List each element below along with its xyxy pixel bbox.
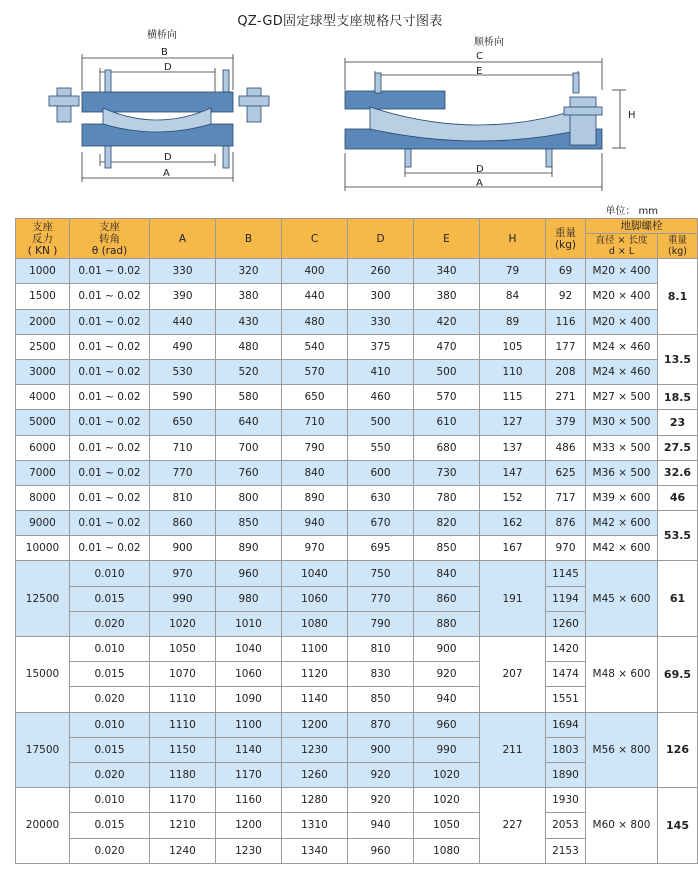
rotation-cell: 0.01 ~ 0.02	[70, 385, 150, 410]
c-cell: 710	[282, 410, 348, 435]
bolt-weight-cell: 53.5	[658, 511, 698, 561]
bolt-size-cell: M42 × 600	[586, 511, 658, 536]
bolt-weight-cell: 32.6	[658, 460, 698, 485]
b-cell: 800	[216, 485, 282, 510]
table-row	[16, 637, 698, 662]
c-cell: 400	[282, 259, 348, 284]
rotation-cell: 0.010	[70, 788, 150, 813]
c-cell: 540	[282, 334, 348, 359]
reaction-cell: 2000	[16, 309, 70, 334]
page-title: QZ-GD固定球型支座规格尺寸图表	[237, 14, 443, 29]
e-cell: 730	[414, 460, 480, 485]
h-cell: 211	[480, 712, 546, 788]
d-cell: 850	[348, 687, 414, 712]
a-cell: 1050	[150, 637, 216, 662]
a-cell: 650	[150, 410, 216, 435]
table-row	[16, 309, 698, 334]
d-cell: 460	[348, 385, 414, 410]
bolt-weight-cell: 13.5	[658, 334, 698, 384]
b-cell: 760	[216, 460, 282, 485]
dim-label-d-top: D	[164, 62, 172, 73]
weight-cell: 1260	[546, 611, 586, 636]
rotation-cell: 0.020	[70, 838, 150, 863]
h-cell: 110	[480, 359, 546, 384]
rotation-cell: 0.01 ~ 0.02	[70, 460, 150, 485]
table-row	[16, 712, 698, 737]
weight-cell: 92	[546, 284, 586, 309]
weight-cell: 970	[546, 536, 586, 561]
c-cell: 1120	[282, 662, 348, 687]
header-h: H	[480, 219, 546, 259]
e-cell: 850	[414, 536, 480, 561]
rotation-cell: 0.01 ~ 0.02	[70, 309, 150, 334]
table-row	[16, 385, 698, 410]
d-cell: 300	[348, 284, 414, 309]
e-cell: 680	[414, 435, 480, 460]
b-cell: 1090	[216, 687, 282, 712]
dim-label-a-right: A	[476, 178, 483, 189]
bolt-weight-cell: 8.1	[658, 259, 698, 335]
h-cell: 147	[480, 460, 546, 485]
dim-label-h: H	[628, 110, 636, 121]
e-cell: 780	[414, 485, 480, 510]
d-cell: 960	[348, 838, 414, 863]
bolt-size-cell: M36 × 500	[586, 460, 658, 485]
bolt-weight-cell: 46	[658, 485, 698, 510]
rotation-cell: 0.01 ~ 0.02	[70, 284, 150, 309]
a-cell: 440	[150, 309, 216, 334]
c-cell: 1040	[282, 561, 348, 586]
h-cell: 152	[480, 485, 546, 510]
reaction-cell: 3000	[16, 359, 70, 384]
d-cell: 695	[348, 536, 414, 561]
b-cell: 980	[216, 586, 282, 611]
rotation-cell: 0.01 ~ 0.02	[70, 511, 150, 536]
reaction-cell: 8000	[16, 485, 70, 510]
c-cell: 440	[282, 284, 348, 309]
c-cell: 1340	[282, 838, 348, 863]
dim-label-b: B	[161, 47, 168, 58]
a-cell: 900	[150, 536, 216, 561]
e-cell: 1080	[414, 838, 480, 863]
e-cell: 1020	[414, 788, 480, 813]
b-cell: 1200	[216, 813, 282, 838]
c-cell: 570	[282, 359, 348, 384]
dim-label-d-bottom: D	[164, 152, 172, 163]
b-cell: 1160	[216, 788, 282, 813]
d-cell: 750	[348, 561, 414, 586]
h-cell: 79	[480, 259, 546, 284]
reaction-cell: 15000	[16, 637, 70, 713]
a-cell: 1170	[150, 788, 216, 813]
a-cell: 1240	[150, 838, 216, 863]
c-cell: 970	[282, 536, 348, 561]
header-bolt-weight: 重量 (kg)	[658, 234, 698, 259]
b-cell: 700	[216, 435, 282, 460]
weight-cell: 116	[546, 309, 586, 334]
bolt-size-cell: M27 × 500	[586, 385, 658, 410]
longitudinal-drawing	[330, 45, 650, 195]
h-cell: 89	[480, 309, 546, 334]
d-cell: 375	[348, 334, 414, 359]
c-cell: 1310	[282, 813, 348, 838]
header-rotation: 支座 转角 θ (rad)	[70, 219, 150, 259]
b-cell: 320	[216, 259, 282, 284]
h-cell: 167	[480, 536, 546, 561]
e-cell: 860	[414, 586, 480, 611]
reaction-cell: 10000	[16, 536, 70, 561]
reaction-cell: 12500	[16, 561, 70, 637]
b-cell: 640	[216, 410, 282, 435]
d-cell: 830	[348, 662, 414, 687]
dim-label-d-right: D	[476, 164, 484, 175]
rotation-cell: 0.020	[70, 762, 150, 787]
reaction-cell: 20000	[16, 788, 70, 864]
table-row	[16, 511, 698, 536]
weight-cell: 379	[546, 410, 586, 435]
table-row	[16, 788, 698, 813]
dim-label-c: C	[476, 51, 483, 62]
c-cell: 890	[282, 485, 348, 510]
d-cell: 900	[348, 737, 414, 762]
e-cell: 880	[414, 611, 480, 636]
dim-label-e: E	[476, 66, 483, 77]
dim-label-a: A	[163, 168, 170, 179]
bolt-weight-cell: 18.5	[658, 385, 698, 410]
a-cell: 1210	[150, 813, 216, 838]
e-cell: 1020	[414, 762, 480, 787]
weight-cell: 2153	[546, 838, 586, 863]
reaction-cell: 9000	[16, 511, 70, 536]
c-cell: 940	[282, 511, 348, 536]
rotation-cell: 0.015	[70, 737, 150, 762]
c-cell: 840	[282, 460, 348, 485]
e-cell: 900	[414, 637, 480, 662]
e-cell: 570	[414, 385, 480, 410]
weight-cell: 208	[546, 359, 586, 384]
bolt-size-cell: M48 × 600	[586, 637, 658, 713]
weight-cell: 1803	[546, 737, 586, 762]
a-cell: 1150	[150, 737, 216, 762]
bolt-size-cell: M56 × 800	[586, 712, 658, 788]
e-cell: 340	[414, 259, 480, 284]
reaction-cell: 1000	[16, 259, 70, 284]
rotation-cell: 0.01 ~ 0.02	[70, 259, 150, 284]
c-cell: 650	[282, 385, 348, 410]
table-row	[16, 359, 698, 384]
b-cell: 1100	[216, 712, 282, 737]
h-cell: 84	[480, 284, 546, 309]
header-d: D	[348, 219, 414, 259]
weight-cell: 1474	[546, 662, 586, 687]
a-cell: 1020	[150, 611, 216, 636]
rotation-cell: 0.01 ~ 0.02	[70, 485, 150, 510]
c-cell: 1080	[282, 611, 348, 636]
rotation-cell: 0.01 ~ 0.02	[70, 410, 150, 435]
e-cell: 840	[414, 561, 480, 586]
header-e: E	[414, 219, 480, 259]
weight-cell: 271	[546, 385, 586, 410]
c-cell: 1260	[282, 762, 348, 787]
rotation-cell: 0.010	[70, 637, 150, 662]
c-cell: 1230	[282, 737, 348, 762]
rotation-cell: 0.01 ~ 0.02	[70, 435, 150, 460]
b-cell: 1140	[216, 737, 282, 762]
d-cell: 870	[348, 712, 414, 737]
b-cell: 1230	[216, 838, 282, 863]
weight-cell: 1145	[546, 561, 586, 586]
bolt-size-cell: M60 × 800	[586, 788, 658, 864]
weight-cell: 1551	[546, 687, 586, 712]
d-cell: 630	[348, 485, 414, 510]
e-cell: 470	[414, 334, 480, 359]
b-cell: 850	[216, 511, 282, 536]
table-row	[16, 485, 698, 510]
a-cell: 490	[150, 334, 216, 359]
rotation-cell: 0.015	[70, 813, 150, 838]
a-cell: 810	[150, 485, 216, 510]
bolt-size-cell: M42 × 600	[586, 536, 658, 561]
h-cell: 105	[480, 334, 546, 359]
rotation-cell: 0.015	[70, 662, 150, 687]
bolt-size-cell: M39 × 600	[586, 485, 658, 510]
table-row	[16, 410, 698, 435]
c-cell: 1280	[282, 788, 348, 813]
weight-cell: 1930	[546, 788, 586, 813]
c-cell: 1060	[282, 586, 348, 611]
e-cell: 500	[414, 359, 480, 384]
b-cell: 380	[216, 284, 282, 309]
weight-cell: 177	[546, 334, 586, 359]
header-b: B	[216, 219, 282, 259]
bolt-weight-cell: 61	[658, 561, 698, 637]
header-c: C	[282, 219, 348, 259]
h-cell: 137	[480, 435, 546, 460]
reaction-cell: 17500	[16, 712, 70, 788]
e-cell: 1050	[414, 813, 480, 838]
table-row	[16, 561, 698, 586]
reaction-cell: 5000	[16, 410, 70, 435]
rotation-cell: 0.01 ~ 0.02	[70, 334, 150, 359]
bolt-weight-cell: 126	[658, 712, 698, 788]
rotation-cell: 0.020	[70, 611, 150, 636]
c-cell: 1100	[282, 637, 348, 662]
d-cell: 260	[348, 259, 414, 284]
weight-cell: 1694	[546, 712, 586, 737]
b-cell: 580	[216, 385, 282, 410]
bolt-size-cell: M24 × 460	[586, 334, 658, 359]
table-row	[16, 284, 698, 309]
transverse-label: 横桥向	[147, 30, 177, 41]
a-cell: 590	[150, 385, 216, 410]
e-cell: 380	[414, 284, 480, 309]
h-cell: 227	[480, 788, 546, 864]
weight-cell: 876	[546, 511, 586, 536]
h-cell: 162	[480, 511, 546, 536]
longitudinal-label: 顺桥向	[474, 37, 504, 48]
bolt-weight-cell: 69.5	[658, 637, 698, 713]
b-cell: 1170	[216, 762, 282, 787]
d-cell: 410	[348, 359, 414, 384]
b-cell: 480	[216, 334, 282, 359]
d-cell: 600	[348, 460, 414, 485]
e-cell: 920	[414, 662, 480, 687]
weight-cell: 1194	[546, 586, 586, 611]
d-cell: 920	[348, 762, 414, 787]
h-cell: 115	[480, 385, 546, 410]
h-cell: 191	[480, 561, 546, 637]
weight-cell: 69	[546, 259, 586, 284]
header-a: A	[150, 219, 216, 259]
b-cell: 430	[216, 309, 282, 334]
bolt-size-cell: M20 × 400	[586, 259, 658, 284]
e-cell: 420	[414, 309, 480, 334]
e-cell: 940	[414, 687, 480, 712]
weight-cell: 1420	[546, 637, 586, 662]
c-cell: 1140	[282, 687, 348, 712]
rotation-cell: 0.020	[70, 687, 150, 712]
bolt-size-cell: M33 × 500	[586, 435, 658, 460]
rotation-cell: 0.010	[70, 712, 150, 737]
b-cell: 1060	[216, 662, 282, 687]
h-cell: 207	[480, 637, 546, 713]
header-reaction: 支座 反力 ( KN )	[16, 219, 70, 259]
a-cell: 990	[150, 586, 216, 611]
a-cell: 1110	[150, 712, 216, 737]
e-cell: 990	[414, 737, 480, 762]
d-cell: 550	[348, 435, 414, 460]
a-cell: 390	[150, 284, 216, 309]
a-cell: 970	[150, 561, 216, 586]
b-cell: 520	[216, 359, 282, 384]
a-cell: 1110	[150, 687, 216, 712]
h-cell: 127	[480, 410, 546, 435]
reaction-cell: 6000	[16, 435, 70, 460]
d-cell: 330	[348, 309, 414, 334]
reaction-cell: 2500	[16, 334, 70, 359]
d-cell: 940	[348, 813, 414, 838]
weight-cell: 1890	[546, 762, 586, 787]
table-row	[16, 536, 698, 561]
rotation-cell: 0.01 ~ 0.02	[70, 359, 150, 384]
c-cell: 790	[282, 435, 348, 460]
rotation-cell: 0.010	[70, 561, 150, 586]
spec-table	[15, 218, 698, 864]
e-cell: 820	[414, 511, 480, 536]
table-row	[16, 334, 698, 359]
d-cell: 920	[348, 788, 414, 813]
b-cell: 960	[216, 561, 282, 586]
table-row	[16, 259, 698, 284]
e-cell: 960	[414, 712, 480, 737]
reaction-cell: 7000	[16, 460, 70, 485]
unit-label: 单位： mm	[605, 206, 658, 217]
a-cell: 710	[150, 435, 216, 460]
a-cell: 1180	[150, 762, 216, 787]
d-cell: 770	[348, 586, 414, 611]
weight-cell: 2053	[546, 813, 586, 838]
table-row	[16, 435, 698, 460]
a-cell: 330	[150, 259, 216, 284]
header-weight: 重量 (kg)	[546, 219, 586, 259]
rotation-cell: 0.01 ~ 0.02	[70, 536, 150, 561]
c-cell: 480	[282, 309, 348, 334]
bolt-size-cell: M24 × 460	[586, 359, 658, 384]
a-cell: 770	[150, 460, 216, 485]
table-row	[16, 460, 698, 485]
d-cell: 670	[348, 511, 414, 536]
reaction-cell: 1500	[16, 284, 70, 309]
bolt-size-cell: M45 × 600	[586, 561, 658, 637]
b-cell: 890	[216, 536, 282, 561]
d-cell: 810	[348, 637, 414, 662]
rotation-cell: 0.015	[70, 586, 150, 611]
b-cell: 1040	[216, 637, 282, 662]
b-cell: 1010	[216, 611, 282, 636]
weight-cell: 717	[546, 485, 586, 510]
header-bolt-group: 地脚螺栓	[586, 219, 698, 234]
bolt-size-cell: M20 × 400	[586, 309, 658, 334]
e-cell: 610	[414, 410, 480, 435]
reaction-cell: 4000	[16, 385, 70, 410]
a-cell: 860	[150, 511, 216, 536]
a-cell: 1070	[150, 662, 216, 687]
bolt-weight-cell: 145	[658, 788, 698, 864]
bolt-size-cell: M20 × 400	[586, 284, 658, 309]
c-cell: 1200	[282, 712, 348, 737]
bolt-size-cell: M30 × 500	[586, 410, 658, 435]
bolt-weight-cell: 27.5	[658, 435, 698, 460]
weight-cell: 625	[546, 460, 586, 485]
a-cell: 530	[150, 359, 216, 384]
header-bolt-size: 直径 × 长度 d × L	[586, 234, 658, 259]
d-cell: 500	[348, 410, 414, 435]
d-cell: 790	[348, 611, 414, 636]
weight-cell: 486	[546, 435, 586, 460]
bolt-weight-cell: 23	[658, 410, 698, 435]
